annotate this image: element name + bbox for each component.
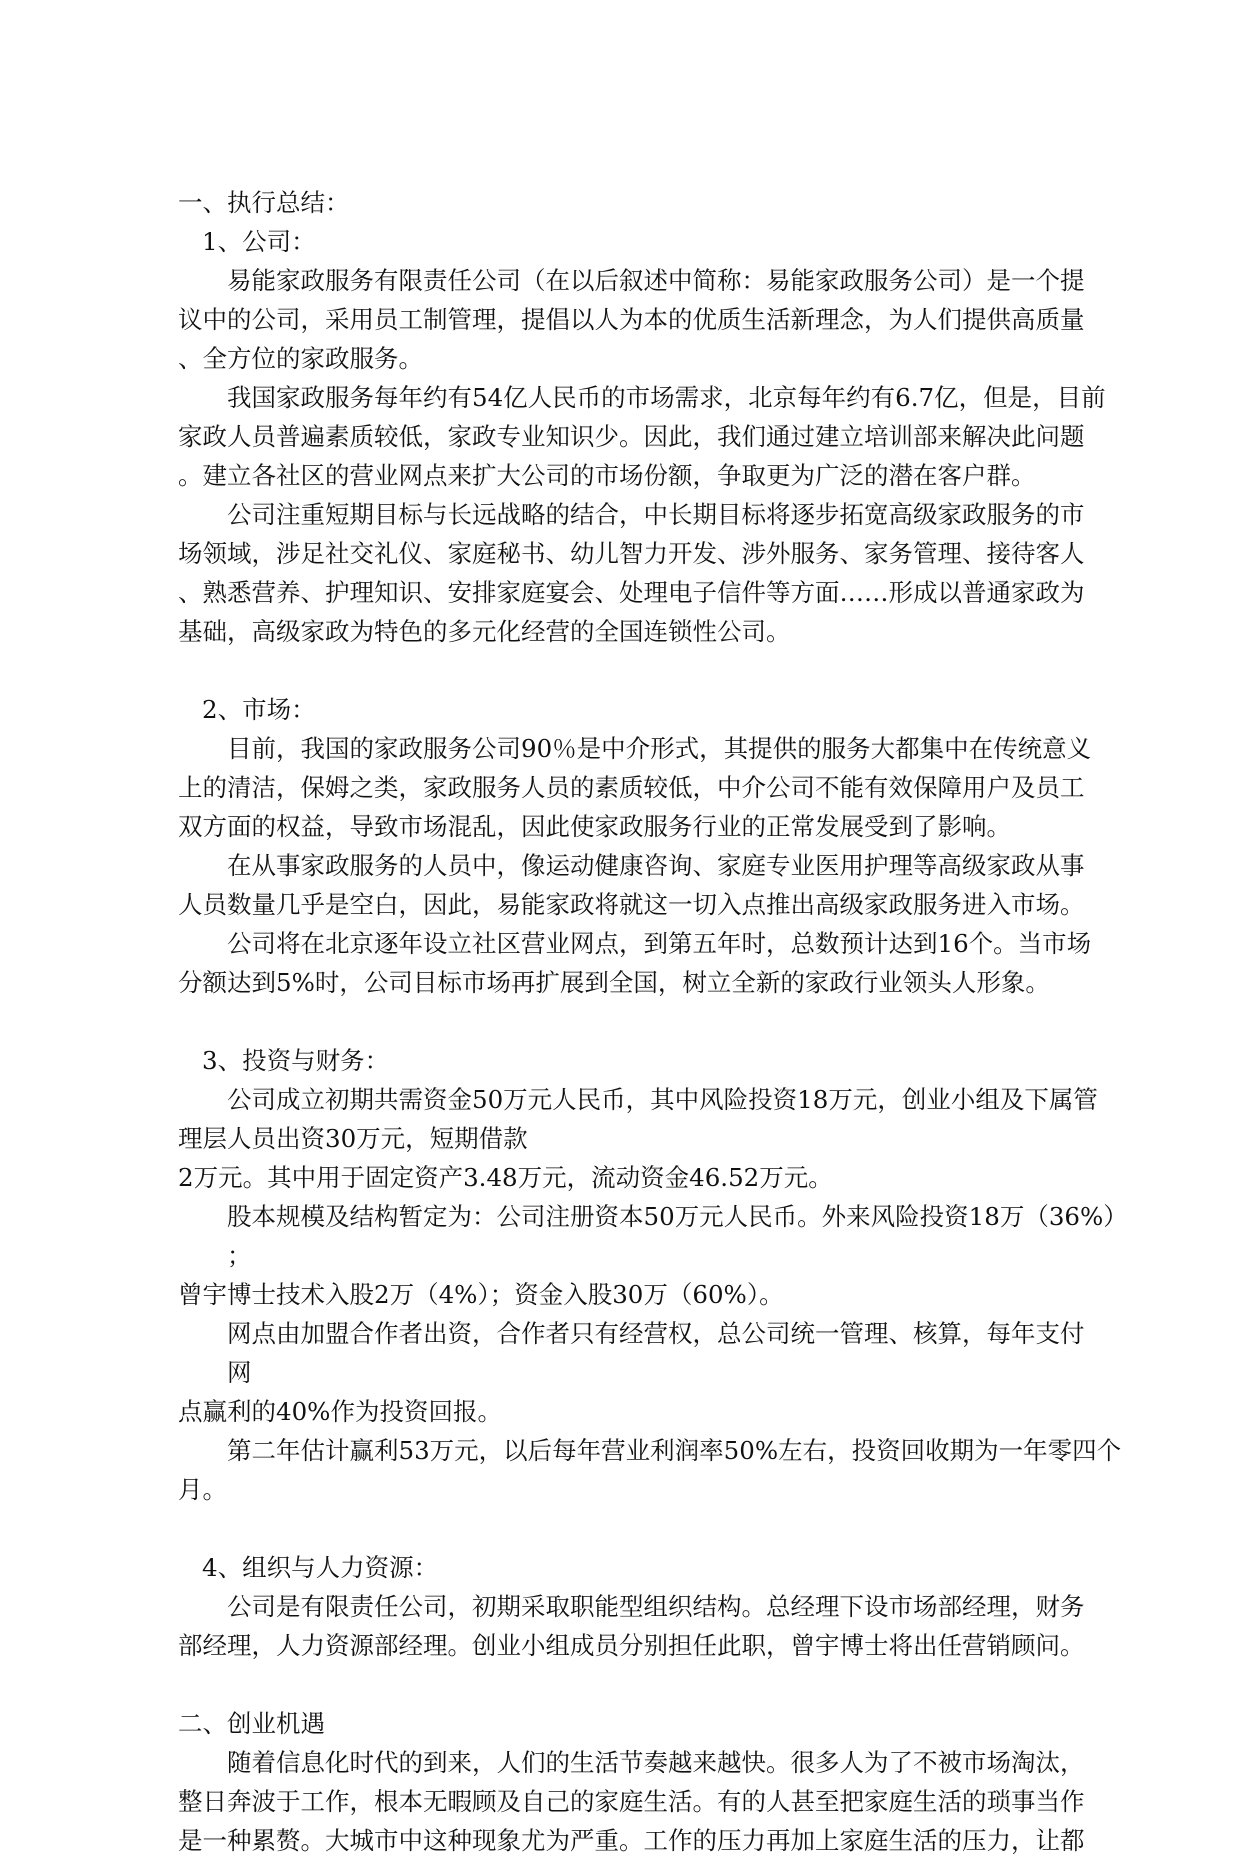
paragraph-line: 是一种累赘。大城市中这种现象尤为严重。工作的压力再加上家庭生活的压力，让都 (178, 1826, 1085, 1855)
paragraph-line: 公司注重短期目标与长远战略的结合，中长期目标将逐步拓宽高级家政服务的市 (227, 500, 1085, 529)
paragraph-line: 部经理，人力资源部经理。创业小组成员分别担任此职，曾宇博士将出任营销顾问。 (178, 1631, 1085, 1660)
paragraph-line: 公司是有限责任公司，初期采取职能型组织结构。总经理下设市场部经理，财务 (227, 1592, 1085, 1621)
paragraph-line: 人员数量几乎是空白，因此，易能家政将就这一切入点推出高级家政服务进入市场。 (178, 890, 1085, 919)
paragraph-line: 月。 (178, 1475, 227, 1504)
section-heading: 二、创业机遇 (178, 1709, 325, 1738)
paragraph-line: 股本规模及结构暂定为：公司注册资本50万元人民币。外来风险投资18万（36%） (227, 1202, 1128, 1231)
blank-line (178, 651, 1098, 690)
paragraph-line: 上的清洁，保姆之类，家政服务人员的素质较低，中介公司不能有效保障用户及员工 (178, 773, 1085, 802)
paragraph-line: 分额达到5%时，公司目标市场再扩展到全国，树立全新的家政行业领头人形象。 (178, 968, 1050, 997)
paragraph-line: 第二年估计赢利53万元，以后每年营业利润率50%左右，投资回收期为一年零四个 (227, 1436, 1122, 1465)
section-heading: 一、执行总结： (178, 188, 350, 217)
paragraph-line: 。建立各社区的营业网点来扩大公司的市场份额，争取更为广泛的潜在客户群。 (178, 461, 1036, 490)
paragraph-line: 议中的公司，采用员工制管理，提倡以人为本的优质生活新理念，为人们提供高质量 (178, 305, 1085, 334)
subsection-heading: 1、公司： (202, 227, 316, 256)
blank-line (178, 1002, 1098, 1041)
blank-line (178, 1665, 1098, 1704)
paragraph-line: 我国家政服务每年约有54亿人民币的市场需求，北京每年约有6.7亿，但是，目前 (227, 383, 1106, 412)
subsection-heading: 3、投资与财务： (202, 1046, 390, 1075)
paragraph-line: 网点由加盟合作者出资，合作者只有经营权，总公司统一管理、核算，每年支付 (227, 1319, 1085, 1348)
paragraph-line: 随着信息化时代的到来，人们的生活节奏越来越快。很多人为了不被市场淘汰， (227, 1748, 1085, 1777)
paragraph-line: 易能家政服务有限责任公司（在以后叙述中简称：易能家政服务公司）是一个提 (227, 266, 1085, 295)
paragraph-line: 点赢利的40%作为投资回报。 (178, 1397, 502, 1426)
subsection-heading: 4、组织与人力资源： (202, 1553, 439, 1582)
paragraph-line: 曾宇博士技术入股2万（4%）；资金入股30万（60%）。 (178, 1280, 784, 1309)
paragraph-line: 公司成立初期共需资金50万元人民币，其中风险投资18万元，创业小组及下属管 (227, 1085, 1098, 1114)
blank-line (178, 1509, 1098, 1548)
paragraph-line: 场领域，涉足社交礼仪、家庭秘书、幼儿智力开发、涉外服务、家务管理、接待客人 (178, 539, 1085, 568)
subsection-heading: 2、市场： (202, 695, 316, 724)
paragraph-line: 网 (227, 1358, 252, 1387)
paragraph-line: 目前，我国的家政服务公司90％是中介形式，其提供的服务大都集中在传统意义 (227, 734, 1092, 763)
paragraph-line: 公司将在北京逐年设立社区营业网点，到第五年时，总数预计达到16个。当市场 (227, 929, 1092, 958)
paragraph-line: 在从事家政服务的人员中，像运动健康咨询、家庭专业医用护理等高级家政从事 (227, 851, 1085, 880)
paragraph-line: 整日奔波于工作，根本无暇顾及自己的家庭生活。有的人甚至把家庭生活的琐事当作 (178, 1787, 1085, 1816)
paragraph-line: ； (227, 1241, 252, 1270)
paragraph-line: 家政人员普遍素质较低，家政专业知识少。因此，我们通过建立培训部来解决此问题 (178, 422, 1085, 451)
paragraph-line: 理层人员出资30万元，短期借款 (178, 1124, 528, 1153)
paragraph-line: 、熟悉营养、护理知识、安排家庭宴会、处理电子信件等方面……形成以普通家政为 (178, 578, 1085, 607)
paragraph-line: 、全方位的家政服务。 (178, 344, 423, 373)
document-body (178, 183, 1128, 1860)
paragraph-line: 2万元。其中用于固定资产3.48万元，流动资金46.52万元。 (178, 1163, 833, 1192)
paragraph-line: 双方面的权益，导致市场混乱，因此使家政服务行业的正常发展受到了影响。 (178, 812, 1011, 841)
paragraph-line: 基础，高级家政为特色的多元化经营的全国连锁性公司。 (178, 617, 791, 646)
